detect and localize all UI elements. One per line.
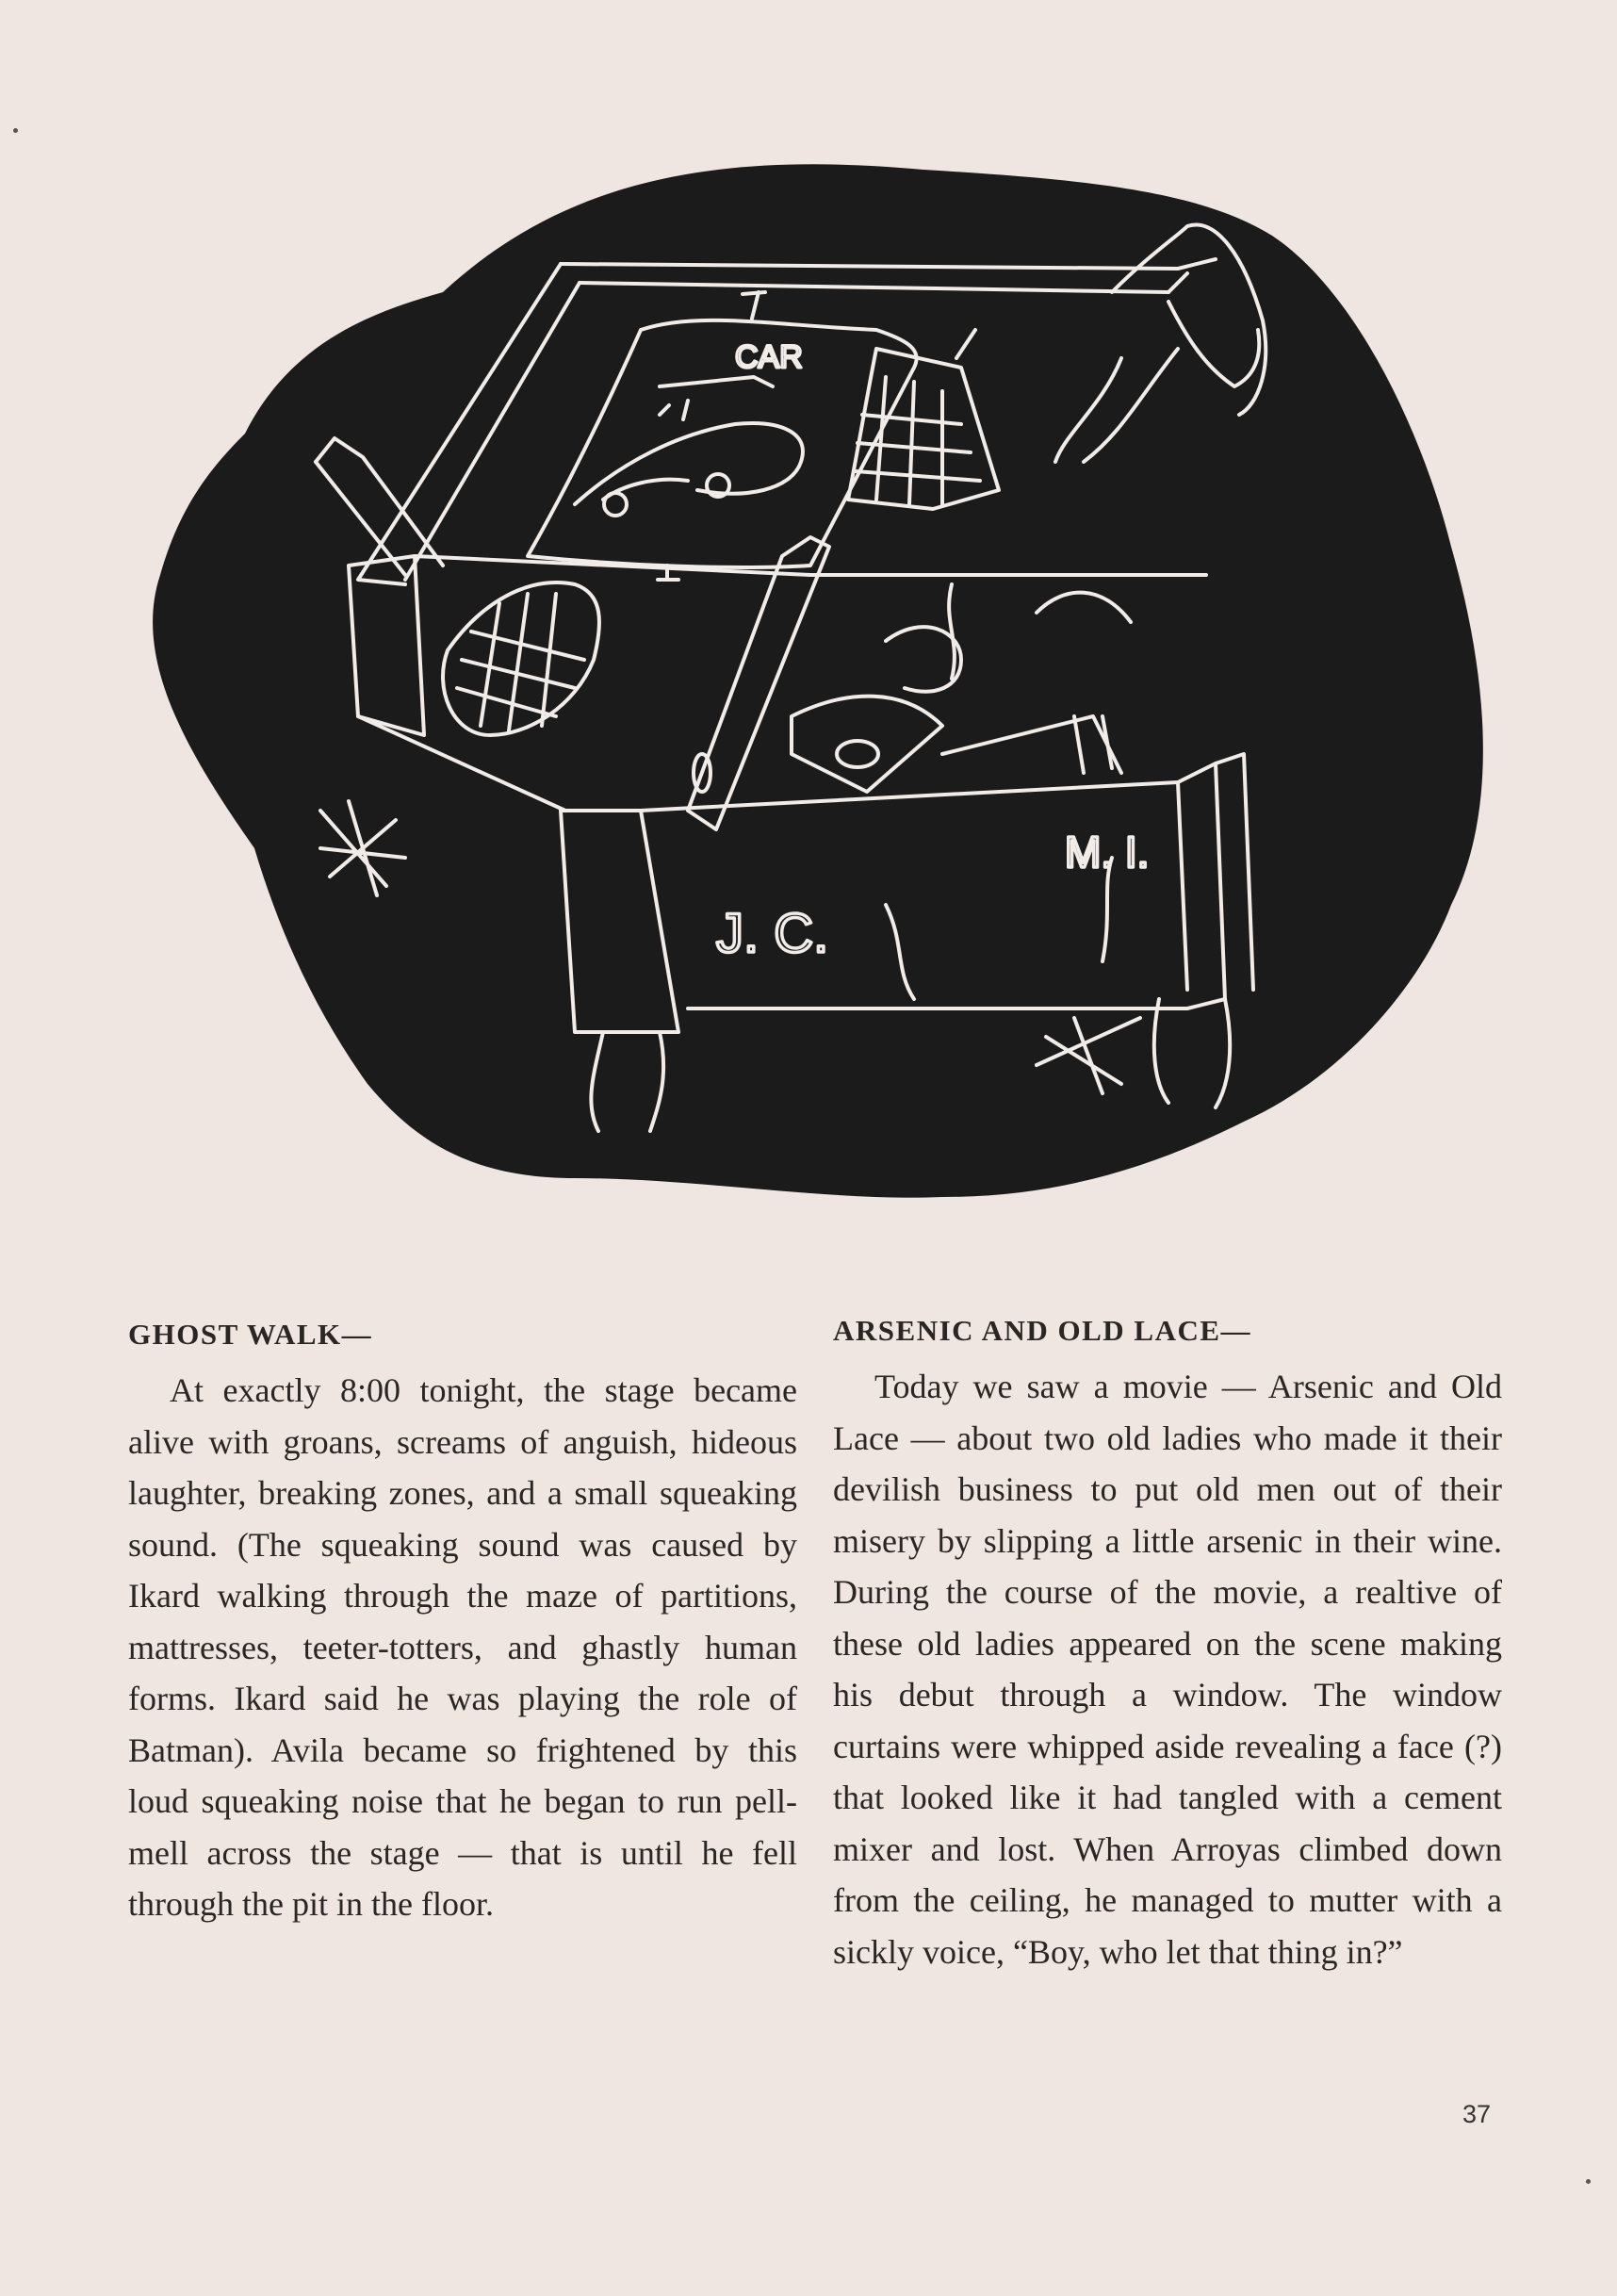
- article-body: Today we saw a movie — Arsenic and Old Lace — about two old ladies who made it their devilish business to put old men out of their misery by slipping a little arsenic in their wine. During the course of the movie, a realtive of these old ladies appeared on the scene making his debut through a window. The window curtains were whipped aside revealing a face (?) that looked like it had tangled with a cement mixer and lost. When Arroyas climbed down from the ceiling, he managed to mutter with a sickly voice, “Boy, who let that thing in?”: [833, 1368, 1502, 1971]
- lid-sign-text: CAR: [735, 339, 803, 375]
- trunk-illustration: [132, 151, 1508, 1244]
- initials-right-text: M. I.: [1065, 828, 1150, 877]
- article-arsenic-and-old-lace: [833, 1310, 1502, 1977]
- speck: [1586, 2179, 1591, 2184]
- article-ghost-walk: [128, 1310, 797, 1930]
- article-heading: GHOST WALK—: [128, 1318, 373, 1351]
- initials-left-text: J. C.: [716, 903, 829, 964]
- page-number: 37: [1462, 2100, 1492, 2128]
- article-heading: ARSENIC AND OLD LACE—: [833, 1314, 1252, 1347]
- article-body: At exactly 8:00 tonight, the stage became alive with groans, screams of anguish, hideous laughter, breaking zones, and a small squeaking sound. (The squeaking sound was caused by Ikard walking through the maze of partitions, mattresses, teeter-totters, and ghastly human forms. Ikard said he was playing the role of Batman). Avila became so frightened by this loud squeaking noise that he began to run pell-mell across the stage — that is until he fell through the pit in the floor.: [128, 1371, 797, 1923]
- speck: [13, 128, 18, 133]
- blob-background: [153, 164, 1483, 1197]
